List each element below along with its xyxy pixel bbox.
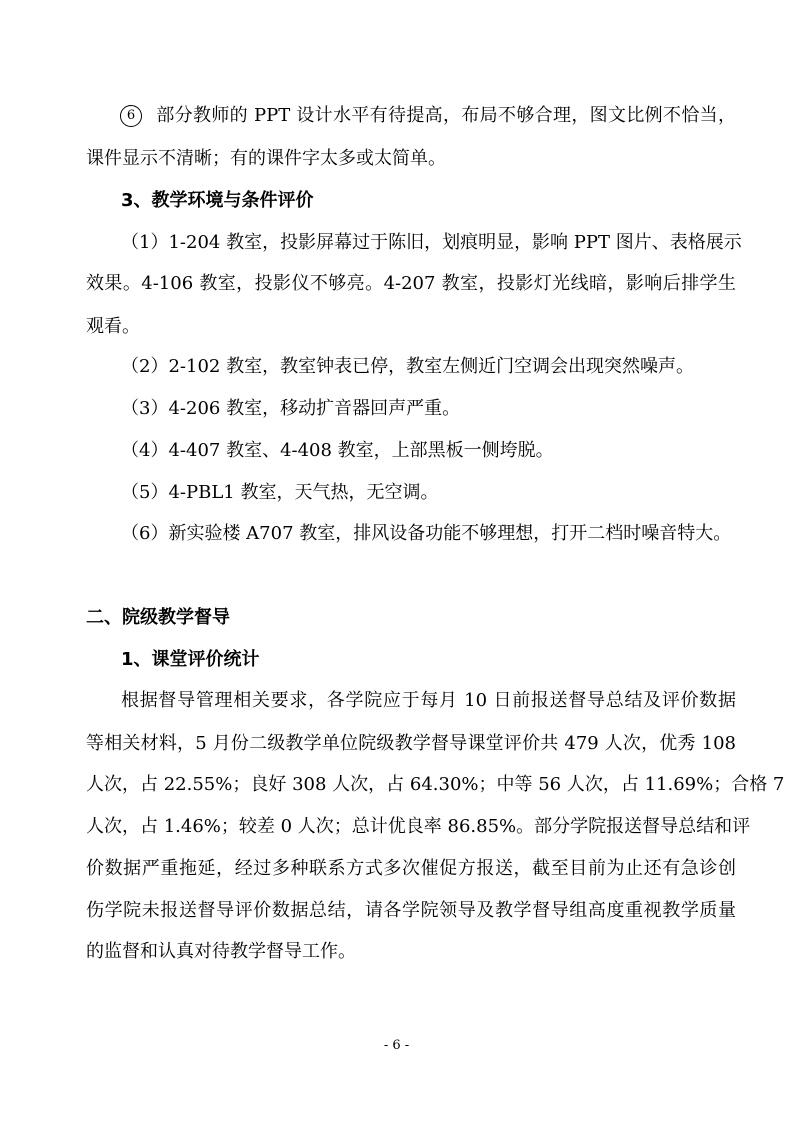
- item6-line2: 课件显示不清晰；有的课件字太多或太简单。: [86, 148, 446, 169]
- paragraph-line-5: 价数据严重拖延，经过多种联系方式多次催促方报送，截至目前为止还有急诊创: [86, 858, 736, 879]
- part2-heading: 二、院级教学督导: [86, 607, 230, 628]
- section3-item2: （2）2-102 教室，教室钟表已停，教室左侧近门空调会出现突然噪声。: [121, 356, 695, 377]
- paragraph-line-2: 等相关材料，5 月份二级教学单位院级教学督导课堂评价共 479 人次，优秀 108: [86, 733, 736, 754]
- section3-item1-line3: 观看。: [86, 316, 140, 337]
- section3-heading: 3、教学环境与条件评价: [121, 190, 314, 211]
- paragraph-line-6: 伤学院未报送督导评价数据总结，请各学院领导及教学督导组高度重视教学质量: [86, 900, 736, 921]
- circled-number-6: 6: [120, 105, 142, 127]
- section3-item1-line1: （1）1-204 教室，投影屏幕过于陈旧，划痕明显，影响 PPT 图片、表格展示: [121, 232, 742, 253]
- paragraph-line-4: 人次，占 1.46%；较差 0 人次；总计优良率 86.85%。部分学院报送督导总结和评: [86, 816, 751, 837]
- page-number: - 6 -: [383, 1038, 410, 1053]
- part2-sub1-heading: 1、课堂评价统计: [121, 649, 260, 670]
- paragraph-line-7: 的监督和认真对待教学督导工作。: [86, 941, 356, 962]
- section3-item6: （6）新实验楼 A707 教室，排风设备功能不够理想，打开二档时噪音特大。: [121, 523, 732, 544]
- item6-line1: [120, 104, 736, 128]
- item6-text: 部分教师的 PPT 设计水平有待提高，布局不够合理，图文比例不恰当，: [156, 105, 736, 126]
- section3-item5: （5）4-PBL1 教室，天气热，无空调。: [121, 482, 439, 503]
- paragraph-line-1: 根据督导管理相关要求，各学院应于每月 10 日前报送督导总结及评价数据: [121, 690, 736, 711]
- paragraph-line-3: 人次，占 22.55%；良好 308 人次，占 64.30%；中等 56 人次，占 11.69%；合格 7: [86, 774, 785, 795]
- section3-item1-line2: 效果。4-106 教室，投影仪不够亮。4-207 教室，投影灯光线暗，影响后排学生: [86, 273, 736, 294]
- section3-item3: （3）4-206 教室，移动扩音器回声严重。: [121, 398, 461, 419]
- section3-item4: （4）4-407 教室、4-408 教室，上部黑板一侧垮脱。: [121, 440, 554, 461]
